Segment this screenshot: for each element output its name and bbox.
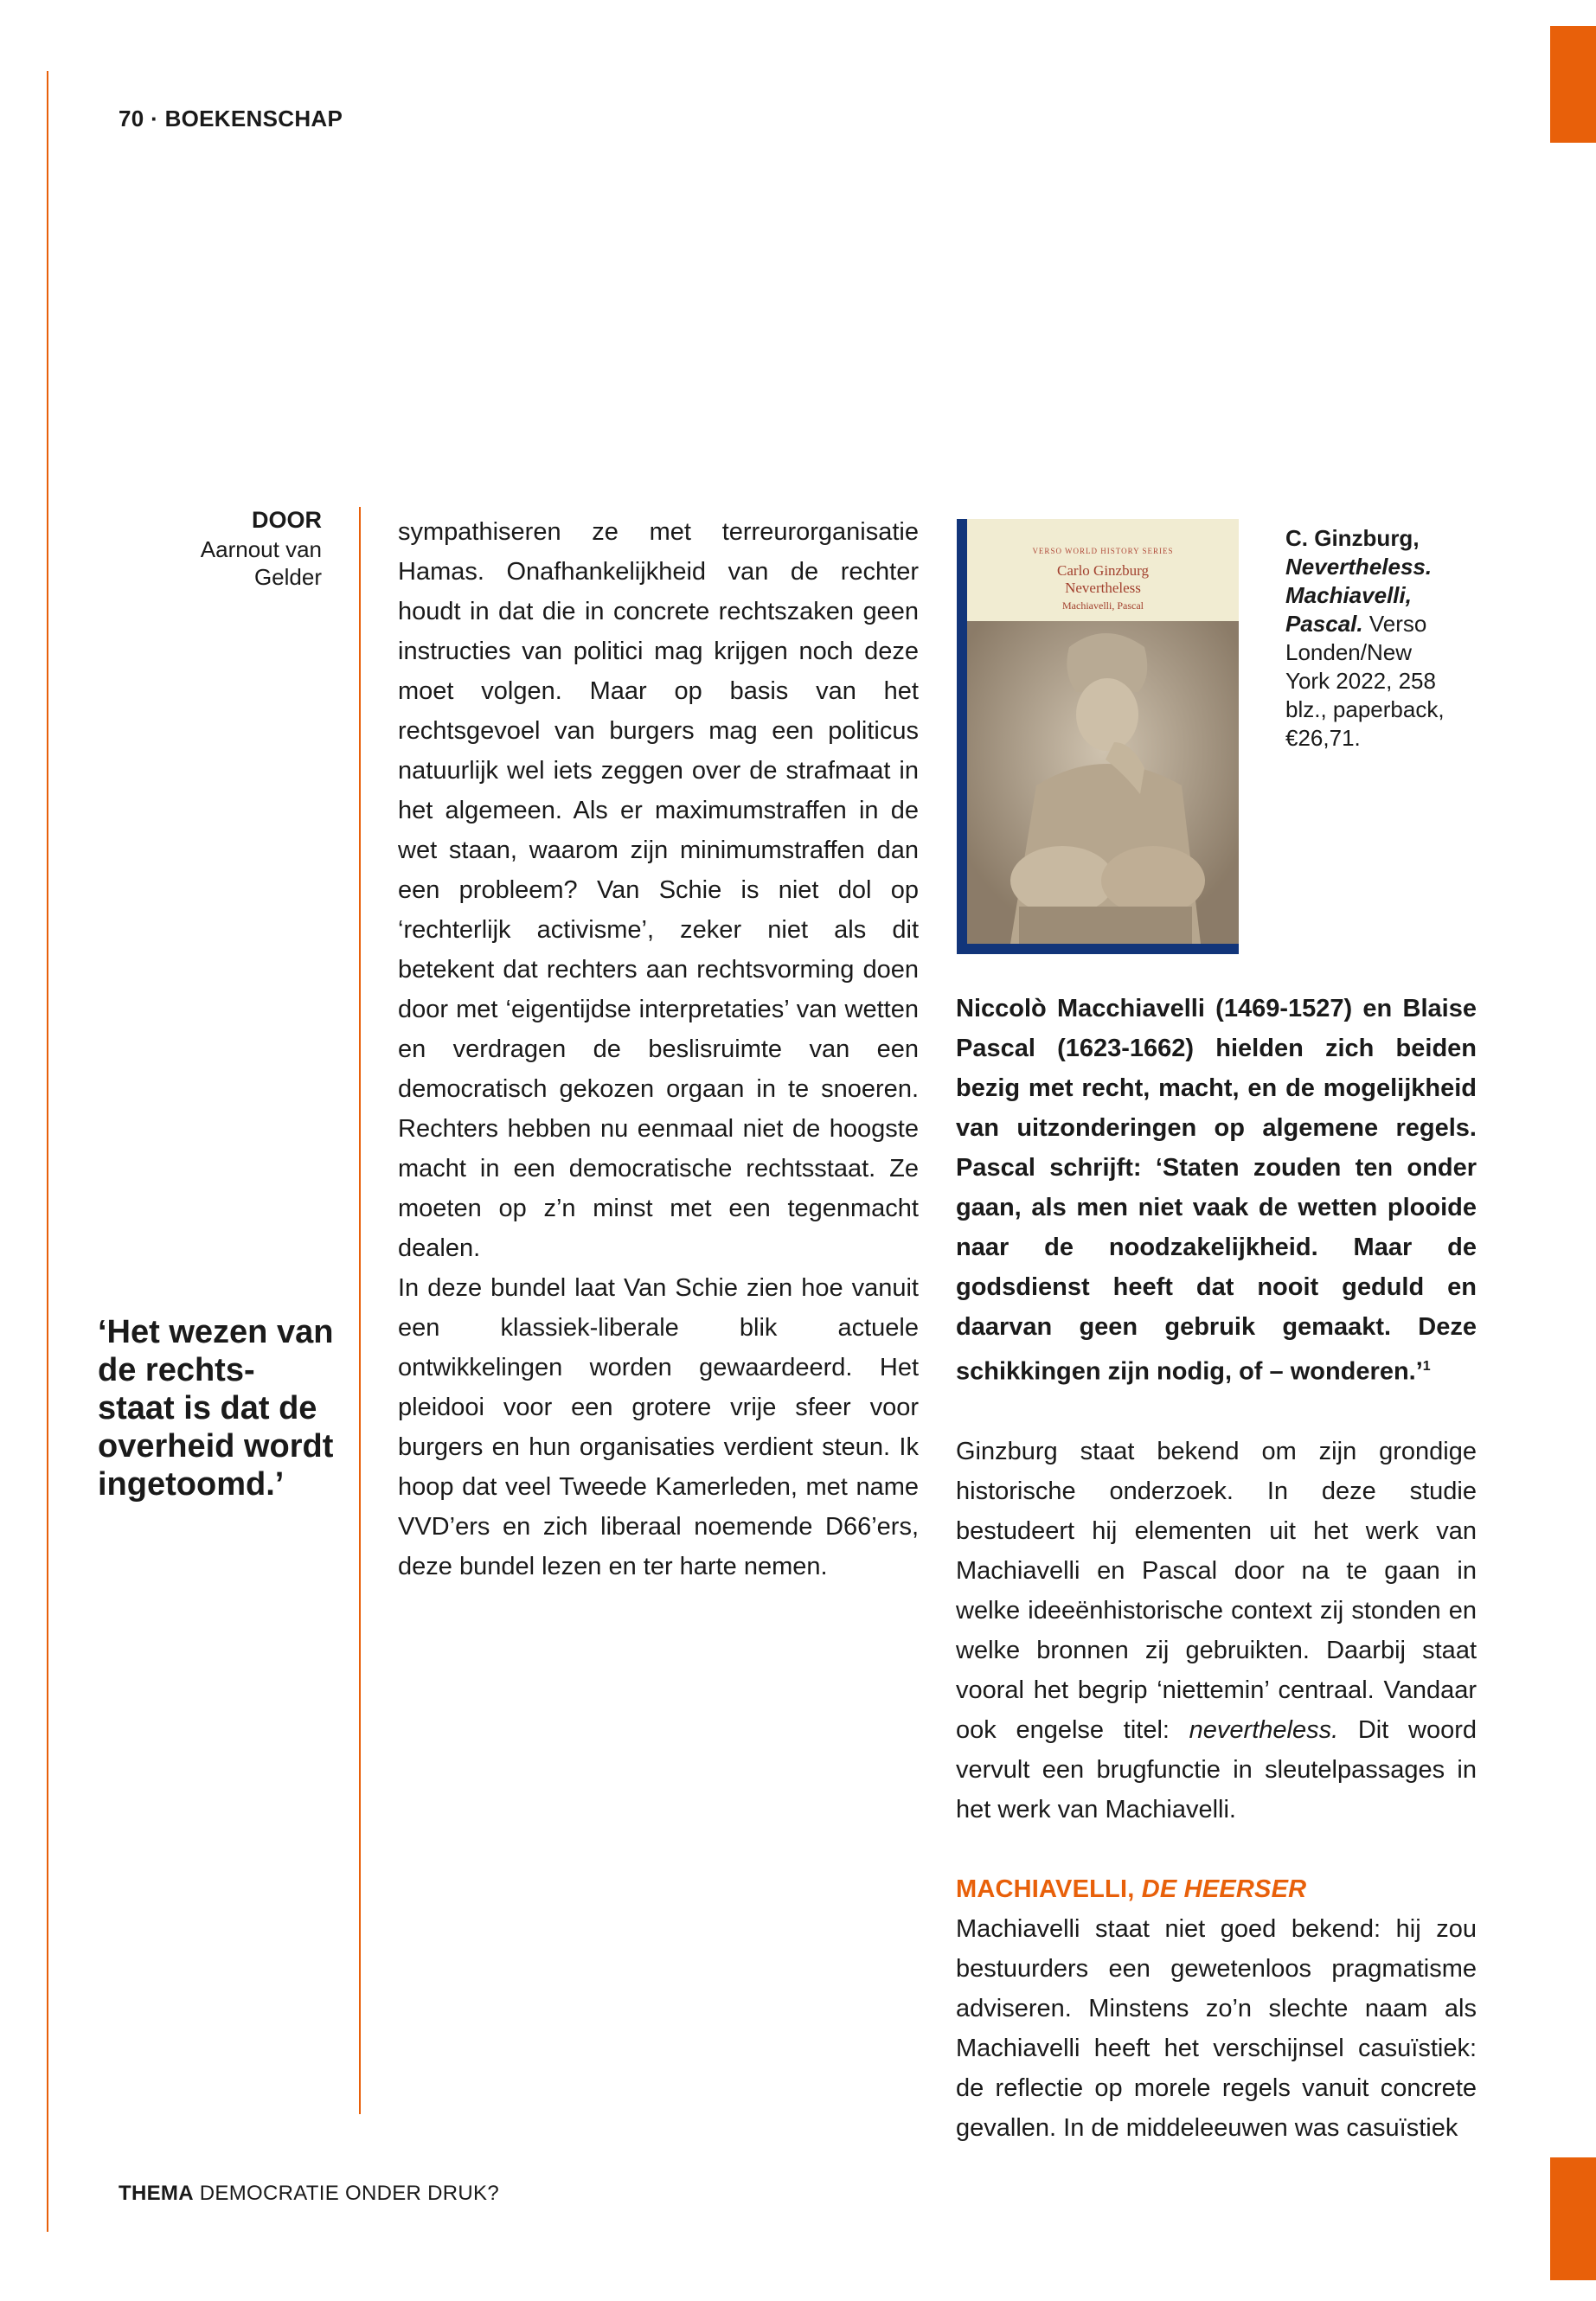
pull-quote-line: ingetoomd.’: [98, 1466, 285, 1503]
section-name: BOEKENSCHAP: [164, 106, 343, 131]
cover-title-text: Nevertheless: [1065, 580, 1141, 596]
page-number: 70: [119, 106, 144, 131]
column-1-paragraph-2: In deze bundel laat Van Schie zien hoe vanuit een klassiek-liberale blik actuele ontwikkelingen worden gewaardeerd. Het pleidooi voor een grotere vrije sfeer voor burgers en hun organisaties verdient steun. Ik hoop dat veel Tweede Kamerleden, met name VVD’ers en zich liberaal noemende D66’ers, deze bundel lezen en ter harte nemen.: [398, 1274, 919, 1580]
running-footer: [119, 2182, 499, 2206]
lead-text: Niccolò Macchiavelli (1469-1527) en Blaise Pascal (1623-1662) hielden zich beiden bezig met recht, macht, en de mogelijkheid van uitzonderingen op algemene regels. Pascal schrijft: ‘Staten zouden ten onder gaan, als men niet vaak de wetten plooide naar de noodzakelijkheid. Maar de godsdienst heeft dat nooit geduld en daarvan geen gebruik gemaakt. Deze schikkingen zijn nodig, of – wonderen.’: [956, 995, 1477, 1386]
top-edge-tab: [1550, 26, 1596, 143]
running-header: [119, 106, 343, 132]
pull-quote-line: de rechts-: [98, 1352, 255, 1388]
paragraph-italic: nevertheless.: [1189, 1715, 1339, 1744]
subheading-italic: DE HEERSER: [1141, 1875, 1307, 1903]
paragraph-text: Dit woord vervult een brugfunctie in sleutelpassages in het werk van Machiavelli.: [956, 1715, 1477, 1823]
column-1-paragraph-1: sympathiseren ze met terreurorganisatie Hamas. Onafhankelijkheid van de rechter houdt in dat die in concrete rechtszaken geen instructies van politici mag krijgen noch deze moet volgen. Maar op basis van het rechtsgevoel van burgers mag een politicus natuurlijk wel iets zeggen over de strafmaat in het algemeen. Als er maximumstraffen in de wet staan, waarom zijn minimumstraffen dan een probleem? Van Schie is niet dol op ‘rechterlijk activisme’, zeker niet als dit betekent dat rechters aan rechtsvorming doen door met ‘eigentijdse interpretaties’ van wetten en verdragen de beslisruimte van een democratisch gekozen orgaan in te snoeren. Rechters hebben nu eenmaal niet de hoogste macht in een democratische rechtsstaat. Ze moeten op z’n minst met een tegenmacht dealen.: [398, 518, 919, 1262]
book-cover-image: [957, 519, 1239, 954]
footnote-ref: 1: [1422, 1359, 1431, 1374]
caption-title: Nevertheless. Machiavelli, Pascal.: [1285, 554, 1433, 637]
footer-thema: THEMA: [119, 2182, 194, 2205]
book-cover-front: [967, 519, 1239, 944]
author-block: [147, 507, 322, 591]
pull-quote-line: ‘Het wezen van: [98, 1314, 334, 1350]
header-separator: ·: [151, 106, 159, 131]
column-divider-rule: [359, 507, 361, 2114]
statue-illustration: [967, 621, 1239, 944]
article-column-1: [398, 512, 919, 1586]
cover-subtitle-text: Machiavelli, Pascal: [1062, 599, 1144, 612]
bottom-edge-tab: [1550, 2157, 1596, 2280]
paragraph-text: Ginzburg staat bekend om zijn grondige historische onderzoek. In deze studie bestudeert hij elementen uit het werk van Machiavelli en Pascal door na te gaan in welke ideeënhistorische context zij stonden en welke bronnen zij gebruikten. Daarbij staat vooral het begrip ‘niettemin’ centraal. Vandaar ook engelse titel:: [956, 1437, 1477, 1744]
article-column-2: [956, 989, 1477, 2148]
caption-author: C. Ginzburg,: [1285, 525, 1420, 551]
section-subheading: [956, 1869, 1477, 1909]
pull-quote: [98, 1313, 340, 1503]
pull-quote-line: staat is dat de: [98, 1390, 317, 1426]
author-name-line1: Aarnout van: [200, 536, 322, 562]
column-2-paragraph-1: [956, 1432, 1477, 1830]
column-2-paragraph-2: Machiavelli staat niet goed bekend: hij zou bestuurders een gewetenloos pragmatisme adviseren. Minstens zo’n slechte naam als Machiavelli heeft het verschijnsel casuïstiek: de reflectie op morele regels vanuit concrete gevallen. In de middeleeuwen was casuïstiek: [956, 1914, 1477, 2142]
left-margin-rule: [47, 71, 48, 2232]
cover-series-text: VERSO WORLD HISTORY SERIES: [1032, 547, 1174, 555]
author-name-line2: Gelder: [253, 564, 322, 590]
book-caption: [1285, 524, 1458, 753]
caption-details: Verso Londen/New York 2022, 258 blz., paperback, €26,71.: [1285, 611, 1445, 751]
cover-author-text: Carlo Ginzburg: [1057, 562, 1149, 579]
pull-quote-line: overheid wordt: [98, 1428, 334, 1465]
lead-paragraph: [956, 989, 1477, 1392]
subheading-text: MACHIAVELLI,: [956, 1875, 1142, 1903]
footer-title: DEMOCRATIE ONDER DRUK?: [199, 2182, 499, 2205]
author-label: DOOR: [252, 507, 322, 533]
